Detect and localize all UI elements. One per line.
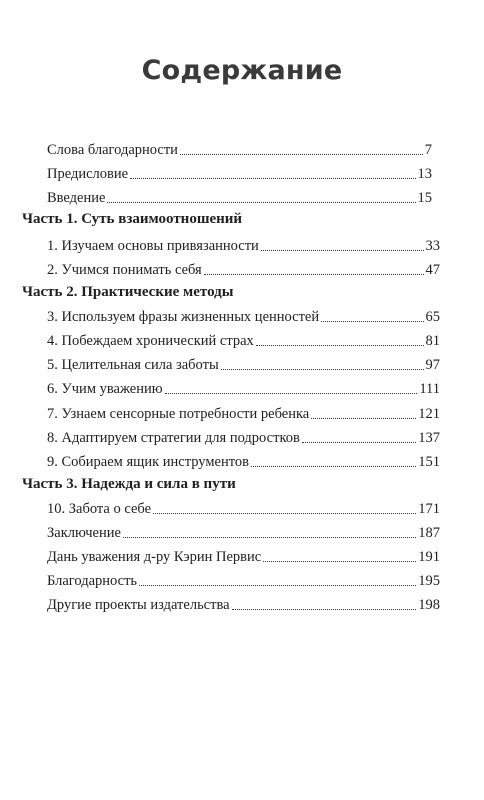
toc-entry-label: Дань уважения д-ру Кэрин Первис <box>47 549 262 565</box>
toc-entry[interactable] <box>47 161 432 183</box>
toc-entry-label: 10. Забота о себе <box>47 501 152 517</box>
toc-entry-page: 97 <box>425 357 440 373</box>
toc-entry-label: 5. Целительная сила заботы <box>47 357 219 373</box>
dot-leader <box>204 274 424 275</box>
toc-entry[interactable] <box>47 449 440 471</box>
toc-entry-label: 2. Учимся понимать себя <box>47 262 202 278</box>
dot-leader <box>123 537 416 538</box>
toc-entry-label: Слова благодарности <box>47 142 178 158</box>
toc-entry-page: 65 <box>425 309 440 325</box>
toc-entry-page: 121 <box>418 406 440 422</box>
toc-entry[interactable] <box>47 304 440 326</box>
toc-entry-label: 8. Адаптируем стратегии для подростков <box>47 430 300 446</box>
toc-entry-label: Другие проекты издательства <box>47 597 230 613</box>
toc-entry[interactable] <box>47 257 440 279</box>
toc-entry-page: 13 <box>417 166 432 182</box>
toc-entry-page: 15 <box>417 190 432 206</box>
toc-entry-label: 3. Используем фразы жизненных ценностей <box>47 309 320 325</box>
toc-entry-page: 33 <box>425 238 440 254</box>
dot-leader <box>256 345 424 346</box>
toc-entry[interactable] <box>47 520 440 542</box>
toc-entry-label: 6. Учим уважению <box>47 381 163 397</box>
toc-entry[interactable] <box>47 185 432 207</box>
toc-entry-page: 47 <box>425 262 440 278</box>
part-heading[interactable]: Часть 1. Суть взаимоотношений <box>22 211 243 227</box>
dot-leader <box>180 154 423 155</box>
toc-entry-page: 7 <box>424 142 432 158</box>
toc-entry[interactable] <box>47 425 440 447</box>
toc-entry[interactable] <box>47 233 440 255</box>
toc-entry[interactable] <box>47 568 440 590</box>
dot-leader <box>232 609 417 610</box>
page-title: Содержание <box>141 55 343 86</box>
toc-entry-page: 151 <box>418 454 440 470</box>
dot-leader <box>221 369 424 370</box>
dot-leader <box>130 178 415 179</box>
toc-entry-page: 195 <box>418 573 440 589</box>
dot-leader <box>153 513 416 514</box>
toc-entry-label: 9. Собираем ящик инструментов <box>47 454 249 470</box>
toc-entry-label: 1. Изучаем основы привязанности <box>47 238 259 254</box>
toc-entry-label: Благодарность <box>47 573 138 589</box>
dot-leader <box>139 585 416 586</box>
toc-entry-label: 4. Побеждаем хронический страх <box>47 333 254 349</box>
toc-entry-page: 198 <box>418 597 440 613</box>
toc-entry[interactable] <box>47 137 432 159</box>
toc-entry-page: 111 <box>419 381 440 397</box>
dot-leader <box>263 561 416 562</box>
toc-entry-label: Заключение <box>47 525 121 541</box>
toc-entry[interactable] <box>47 376 440 398</box>
toc-entry-page: 187 <box>418 525 440 541</box>
toc-entry-page: 81 <box>425 333 440 349</box>
dot-leader <box>311 418 416 419</box>
toc-entry-label: Введение <box>47 190 106 206</box>
toc-entry[interactable] <box>47 352 440 374</box>
toc-entry-label: Предисловие <box>47 166 129 182</box>
toc-entry[interactable] <box>47 544 440 566</box>
toc-entry[interactable] <box>47 496 440 518</box>
dot-leader <box>321 321 423 322</box>
dot-leader <box>251 466 416 467</box>
toc-entry-page: 191 <box>418 549 440 565</box>
toc-entry-label: 7. Узнаем сенсорные потребности ребенка <box>47 406 310 422</box>
dot-leader <box>302 442 416 443</box>
toc-entry[interactable] <box>47 401 440 423</box>
part-heading[interactable]: Часть 3. Надежда и сила в пути <box>22 476 236 492</box>
dot-leader <box>107 202 415 203</box>
toc-entry-page: 171 <box>418 501 440 517</box>
dot-leader <box>165 393 418 394</box>
toc-entry[interactable] <box>47 592 440 614</box>
dot-leader <box>261 250 424 251</box>
part-heading[interactable]: Часть 2. Практические методы <box>22 284 234 300</box>
toc-entry[interactable] <box>47 328 440 350</box>
toc-entry-page: 137 <box>418 430 440 446</box>
